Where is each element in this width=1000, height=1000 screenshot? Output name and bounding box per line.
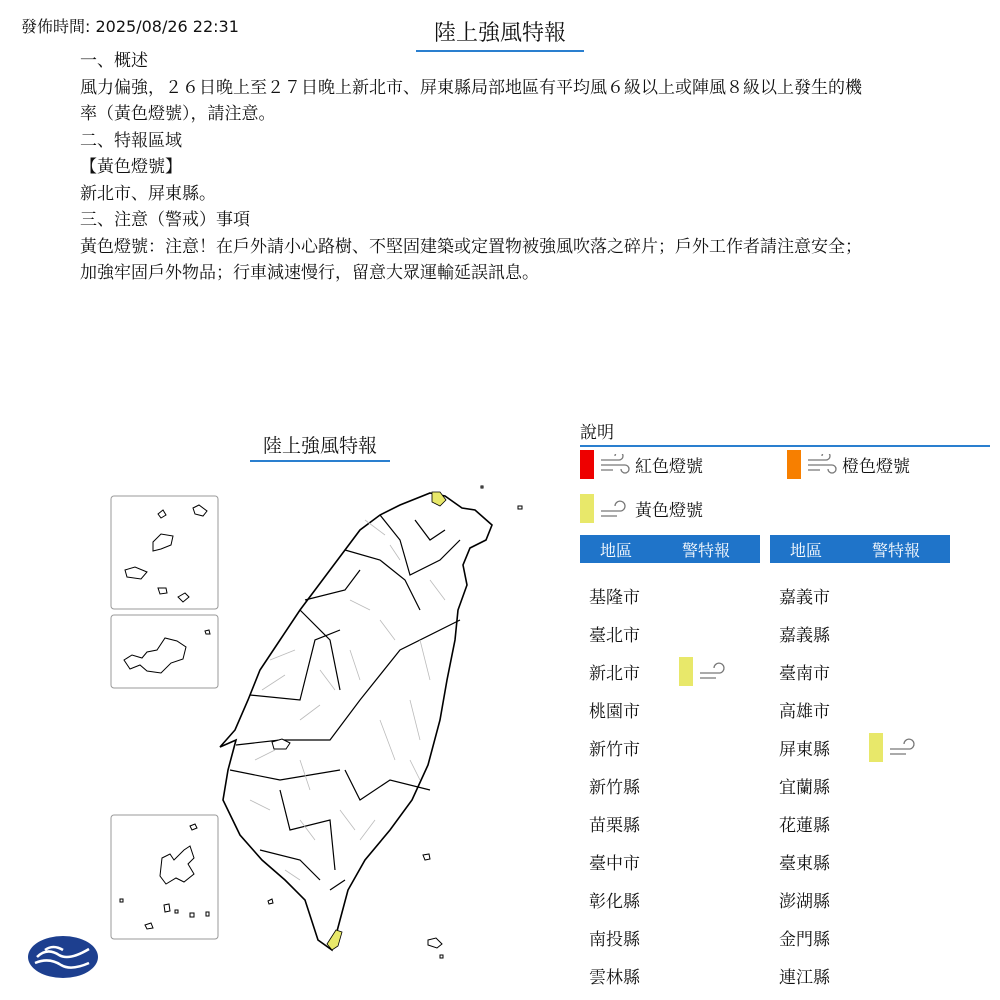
region-name: 雲林縣 (589, 967, 640, 988)
region-name: 花蓮縣 (779, 815, 830, 836)
region-alert-yellow (679, 657, 730, 686)
region-row (589, 846, 679, 876)
region-name: 澎湖縣 (779, 891, 830, 912)
region-row (589, 770, 679, 800)
orange-swatch (787, 450, 801, 479)
region-name: 臺北市 (589, 625, 640, 646)
legend-red (580, 450, 703, 479)
header-region: 地區 (599, 540, 632, 560)
region-name: 嘉義縣 (779, 625, 830, 646)
legend-yellow-label: 黃色燈號 (635, 501, 703, 521)
region-row (779, 694, 869, 724)
region-name: 金門縣 (779, 929, 830, 950)
region-name: 嘉義市 (779, 587, 830, 608)
region-row (779, 884, 869, 914)
region-row (779, 808, 869, 838)
legend-orange (787, 450, 910, 479)
legend-red-label: 紅色燈號 (635, 457, 703, 477)
region-name: 新竹縣 (589, 777, 640, 798)
header-alert: 警特報 (871, 540, 920, 560)
region-name: 基隆市 (589, 587, 640, 608)
region-name: 新竹市 (589, 739, 640, 760)
region-alert-yellow (869, 733, 920, 762)
region-row (589, 618, 679, 648)
region-row (589, 960, 679, 990)
region-name: 南投縣 (589, 929, 640, 950)
table-header-right (770, 535, 950, 563)
region-row (779, 770, 869, 800)
region-name: 宜蘭縣 (779, 777, 830, 798)
region-row (779, 580, 869, 610)
taiwan-main-island (220, 493, 492, 950)
caution-line-1: 黃色燈號：注意！在戶外請小心路樹、不堅固建築或定置物被強風吹落之碎片；戶外工作者請注意安全； (80, 236, 862, 257)
legend-orange-label: 橙色燈號 (842, 457, 910, 477)
alert-swatch (869, 733, 883, 762)
header-alert: 警特報 (681, 540, 730, 560)
section-area-heading: 二、特報區域 (80, 130, 182, 151)
region-row (779, 656, 869, 686)
region-row (589, 732, 679, 762)
wind-icon (806, 454, 838, 476)
table-header-left (580, 535, 760, 563)
inset-matsu (111, 496, 218, 609)
wind-icon (599, 454, 631, 476)
region-row (779, 922, 869, 952)
region-name: 臺東縣 (779, 853, 830, 874)
region-row (779, 960, 869, 990)
region-row (779, 618, 869, 648)
issued-time: 發佈時間: 2025/08/26 22:31 (21, 17, 239, 36)
yellow-swatch (580, 494, 594, 523)
section-overview-heading: 一、概述 (80, 51, 148, 71)
overview-line-1: 風力偏強，２６日晚上至２７日晚上新北市、屏東縣局部地區有平均風６級以上或陣風８級以上發生的機 (80, 77, 862, 98)
legend-yellow (580, 494, 703, 523)
region-row (779, 732, 920, 762)
region-row (779, 846, 869, 876)
cwa-logo (27, 935, 99, 979)
area-list: 新北市、屏東縣。 (80, 183, 216, 204)
region-name: 桃園市 (589, 701, 640, 722)
region-row (589, 922, 679, 952)
region-name: 屏東縣 (779, 739, 830, 760)
overview-line-2: 率（黃色燈號），請注意。 (80, 104, 276, 124)
section-caution-heading: 三、注意（警戒）事項 (80, 210, 250, 230)
caution-line-2: 加強牢固戶外物品；行車減速慢行，留意大眾運輸延誤訊息。 (80, 263, 539, 283)
inset-penghu (111, 815, 218, 939)
region-name: 高雄市 (779, 701, 830, 722)
inset-kinmen (111, 615, 218, 688)
legend-heading: 說明 (580, 418, 990, 447)
region-row (589, 808, 679, 838)
wind-icon (599, 498, 631, 520)
region-name: 臺中市 (589, 853, 640, 874)
area-level-label: 【黃色燈號】 (80, 157, 182, 177)
region-name: 彰化縣 (589, 891, 640, 912)
wind-icon (888, 736, 920, 758)
alert-swatch (679, 657, 693, 686)
red-swatch (580, 450, 594, 479)
region-row (589, 580, 679, 610)
region-row (589, 694, 679, 724)
region-row (589, 656, 730, 686)
map-title: 陸上強風特報 (250, 431, 390, 462)
header-region: 地區 (789, 540, 822, 560)
region-row (589, 884, 679, 914)
region-name: 臺南市 (779, 663, 830, 684)
region-name: 苗栗縣 (589, 815, 640, 836)
page-title: 陸上強風特報 (416, 16, 584, 52)
region-name: 新北市 (589, 663, 640, 684)
wind-icon (698, 660, 730, 682)
region-name: 連江縣 (779, 967, 830, 988)
